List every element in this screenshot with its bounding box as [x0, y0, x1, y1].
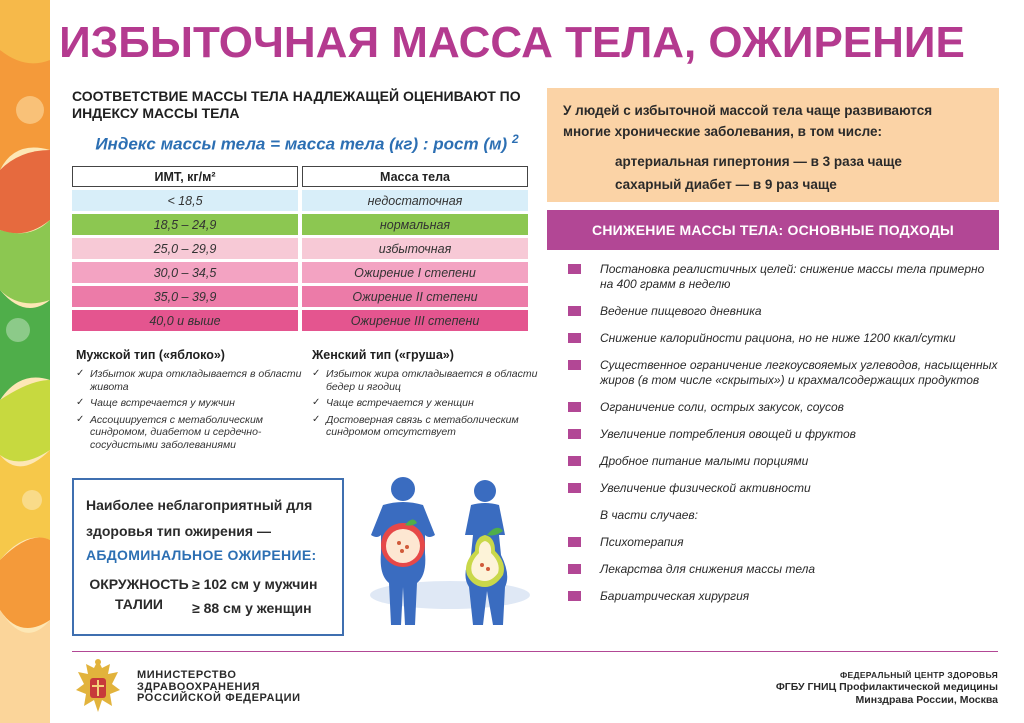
page-title: ИЗБЫТОЧНАЯ МАССА ТЕЛА, ОЖИРЕНИЕ [59, 18, 965, 67]
bmi-table-row [72, 262, 528, 283]
bmi-range-cell: 25,0 – 29,9 [72, 238, 298, 259]
list-item [76, 397, 306, 410]
center-line-1: ФЕДЕРАЛЬНЫЙ ЦЕНТР ЗДОРОВЬЯ [839, 670, 998, 680]
approach-item [568, 589, 998, 604]
approach-item [568, 454, 998, 469]
risk-diabetes: сахарный диабет — в 9 раз чаще [615, 177, 837, 192]
approach-item [568, 400, 998, 415]
check-icon: ✓ [76, 397, 85, 408]
list-item-text: Ассоциируется с метаболическим синдромом, диабетом и сердечно-сосудистыми заболеваниями [90, 413, 264, 451]
bmi-category-cell: Ожирение I степени [302, 262, 528, 283]
bullet-square-icon [568, 429, 581, 439]
bmi-range-cell: 30,0 – 34,5 [72, 262, 298, 283]
approach-item [568, 331, 998, 346]
check-icon: ✓ [312, 368, 321, 379]
list-item [312, 397, 542, 410]
bmi-table-row [72, 190, 528, 211]
approach-item [568, 427, 998, 442]
bmi-formula-text: Индекс массы тела = масса тела (кг) : рост (м) [95, 134, 508, 154]
bmi-table-row [72, 238, 528, 259]
female-type [312, 348, 542, 443]
waist-women: ≥ 88 см у женщин [192, 600, 312, 616]
approach-text: Постановка реалистичных целей: снижение массы тела примерно на 400 грамм в неделю [600, 262, 985, 291]
coat-of-arms-emblem [72, 656, 124, 718]
approaches-list [568, 262, 998, 616]
check-icon: ✓ [76, 368, 85, 379]
list-item [76, 368, 306, 393]
approach-item [568, 562, 998, 577]
approach-item [568, 304, 998, 319]
ministry-line-2: ЗДРАВООХРАНЕНИЯ [137, 680, 261, 693]
approach-text: В части случаев: [600, 508, 699, 522]
list-item-text: Избыток жира откладывается в области живота [90, 368, 302, 393]
bullet-square-icon [568, 402, 581, 412]
center-line-2: ФГБУ ГНИЦ Профилактической медицины [775, 681, 998, 693]
bmi-category-cell: Ожирение III степени [302, 310, 528, 331]
approach-text: Существенное ограничение легкоусвояемых углеводов, насыщенных жиров (в том числе «скрытых») и крахмалсодержащих продуктов [600, 358, 998, 387]
ministry-line-3: РОССИЙСКОЙ ФЕДЕРАЦИИ [137, 692, 301, 704]
check-icon: ✓ [312, 397, 321, 408]
bmi-header-weight: Масса тела [302, 166, 528, 187]
bmi-table-row [72, 214, 528, 235]
bmi-table-body [72, 190, 528, 331]
bmi-range-cell: 35,0 – 39,9 [72, 286, 298, 307]
list-item [312, 368, 542, 393]
bmi-category-cell: нормальная [302, 214, 528, 235]
bmi-range-cell: 40,0 и выше [72, 310, 298, 331]
bmi-formula [72, 132, 542, 155]
decorative-side-strip [0, 0, 50, 723]
male-type-list [76, 368, 306, 451]
female-type-title: Женский тип («груша») [312, 348, 454, 362]
list-item-text: Чаще встречается у мужчин [90, 397, 235, 409]
body-shapes-illustration [355, 475, 545, 635]
health-center-info [776, 670, 998, 707]
bullet-square-icon [568, 333, 581, 343]
approach-text: Снижение калорийности рациона, но не ниже 1200 ккал/сутки [600, 331, 956, 345]
waist-values [192, 572, 317, 620]
male-type [76, 348, 306, 455]
approach-item [568, 481, 998, 496]
center-line-3: Минздрава России, Москва [855, 694, 998, 706]
approaches-title: СНИЖЕНИЕ МАССЫ ТЕЛА: ОСНОВНЫЕ ПОДХОДЫ [547, 210, 999, 250]
approach-text: Ведение пищевого дневника [600, 304, 762, 318]
bullet-square-icon [568, 564, 581, 574]
bmi-range-cell: < 18,5 [72, 190, 298, 211]
check-icon: ✓ [312, 413, 321, 425]
waist-men: ≥ 102 см у мужчин [192, 576, 318, 592]
approach-text: Увеличение физической активности [600, 481, 811, 495]
bullet-square-icon [568, 456, 581, 466]
ministry-name [137, 670, 301, 705]
female-type-list [312, 368, 542, 439]
bmi-table-header [72, 166, 528, 187]
approach-item [568, 358, 998, 388]
bmi-category-cell: избыточная [302, 238, 528, 259]
disease-risk-box [547, 88, 999, 202]
approach-text: Увеличение потребления овощей и фруктов [600, 427, 856, 441]
ministry-line-1: МИНИСТЕРСТВО [137, 669, 237, 681]
list-item [76, 414, 306, 452]
footer-divider [72, 651, 998, 652]
bmi-formula-exponent: 2 [511, 132, 519, 146]
bmi-table [72, 166, 528, 334]
risk-hypertension: артериальная гипертония — в 3 раза чаще [615, 154, 902, 169]
check-icon: ✓ [76, 413, 85, 425]
bmi-table-row [72, 286, 528, 307]
bullet-square-icon [568, 537, 581, 547]
abdominal-obesity-box [72, 478, 344, 636]
approach-item [568, 508, 998, 523]
approach-text: Лекарства для снижения массы тела [600, 562, 816, 576]
bullet-square-icon [568, 306, 581, 316]
bmi-table-row [72, 310, 528, 331]
bullet-square-icon [568, 264, 581, 274]
bmi-category-cell: недостаточная [302, 190, 528, 211]
approach-text: Бариатрическая хирургия [600, 589, 750, 603]
waist-label: ОКРУЖНОСТЬ ТАЛИИ [89, 576, 189, 612]
abdominal-text: Наиболее неблагоприятный для здоровья тип ожирения — [86, 497, 313, 539]
bmi-category-cell: Ожирение II степени [302, 286, 528, 307]
list-item [312, 414, 542, 439]
bmi-heading: СООТВЕТСТВИЕ МАССЫ ТЕЛА НАДЛЕЖАЩЕЙ ОЦЕНИВАЮТ ПО ИНДЕКСУ МАССЫ ТЕЛА [72, 88, 521, 121]
bullet-square-icon [568, 591, 581, 601]
male-type-title: Мужской тип («яблоко») [76, 348, 225, 362]
list-item-text: Чаще встречается у женщин [326, 397, 474, 409]
bullet-square-icon [568, 483, 581, 493]
waist-criteria [86, 572, 332, 620]
abdominal-emphasis: АБДОМИНАЛЬНОЕ ОЖИРЕНИЕ: [86, 547, 317, 563]
list-item-text: Избыток жира откладывается в области бедер и ягодиц [326, 368, 538, 393]
bmi-header-index: ИМТ, кг/м² [72, 166, 298, 187]
bmi-range-cell: 18,5 – 24,9 [72, 214, 298, 235]
approach-item [568, 262, 998, 292]
approach-item [568, 535, 998, 550]
bullet-square-icon [568, 360, 581, 370]
risk-intro: У людей с избыточной массой тела чаще развиваются многие хронические заболевания, в том числе: [563, 103, 933, 139]
approach-text: Дробное питание малыми порциями [600, 454, 809, 468]
list-item-text: Достоверная связь с метаболическим синдромом отсутствует [326, 413, 519, 438]
approach-text: Психотерапия [600, 535, 684, 549]
approach-text: Ограничение соли, острых закусок, соусов [600, 400, 844, 414]
